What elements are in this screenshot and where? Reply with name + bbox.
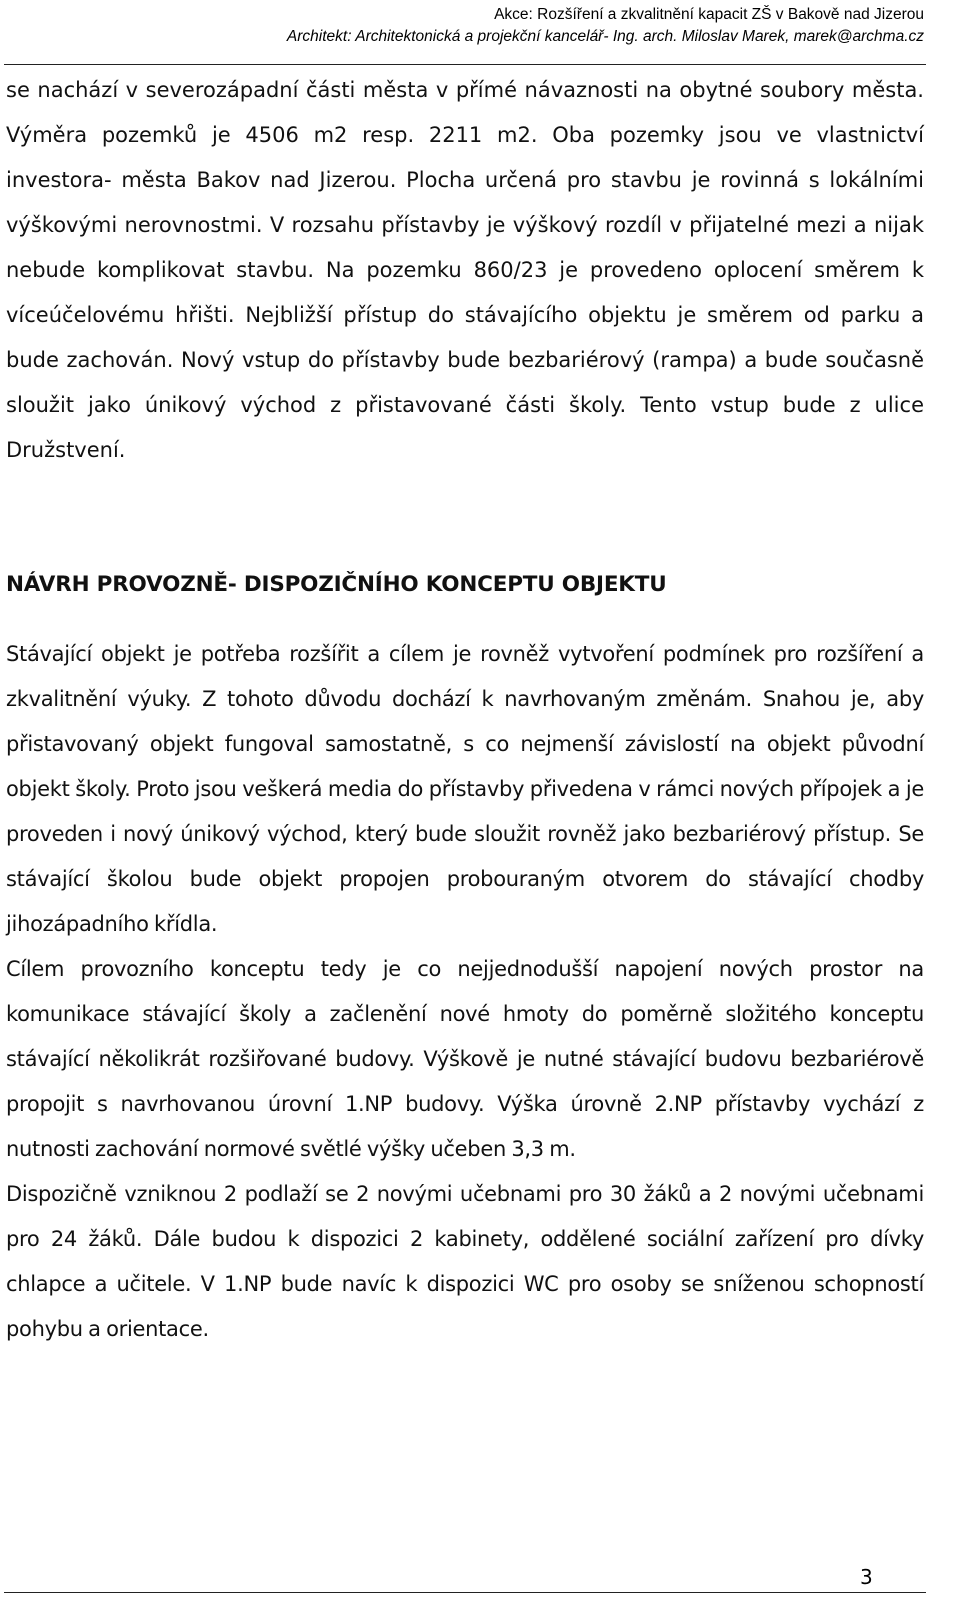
section-paragraph-3: Dispozičně vzniknou 2 podlaží se 2 novými učebnami pro 30 žáků a 2 novými učebnami pro 24 žáků. Dále budou k dispozici 2 kabinety, oddělené sociální zařízení pro dívky chlapce a učitele. V 1.NP bude navíc k dispozici WC pro osoby se sníženou schopností pohybu a orientace. [6,1182,924,1341]
section-heading: NÁVRH PROVOZNĚ- DISPOZIČNÍHO KONCEPTU OBJEKTU [6,572,667,597]
architect-line: Architekt: Architektonická a projekční kancelář- Ing. arch. Miloslav Marek, marek@archma.cz [286,28,924,45]
footer-divider [4,1592,926,1593]
page-header [287,4,924,48]
section-body [6,632,924,1352]
section-paragraph-1: Stávající objekt je potřeba rozšířit a cílem je rovněž vytvoření podmínek pro rozšíření a zkvalitnění výuky. Z tohoto důvodu dochází k navrhovaným změnám. Snahou je, aby přistavovaný objekt fungoval samostatně, s co nejmenší závislostí na objekt původní objekt školy. Proto jsou veškerá media do přístavby přivedena v rámci nových přípojek a je proveden i nový únikový východ, který bude sloužit rovněž jako bezbariérový přístup. Se stávající školou bude objekt propojen probouraným otvorem do stávající chodby jihozápadního křídla. [6,642,924,936]
header-divider [4,64,926,65]
project-title: Akce: Rozšíření a zkvalitnění kapacit ZŠ v Bakově nad Jizerou [494,6,924,23]
document-body [6,68,924,1341]
page-number: 3 [860,1565,873,1589]
intro-paragraph: se nachází v severozápadní části města v přímé návaznosti na obytné soubory města. Výměra pozemků je 4506 m2 resp. 2211 m2. Oba pozemky jsou ve vlastnictví investora- města Bakov nad Jizerou. Plocha určená pro stavbu je rovinná s lokálními výškovými nerovnostmi. V rozsahu přístavby je výškový rozdíl v přijatelné mezi a nijak nebude komplikovat stavbu. Na pozemku 860/23 je provedeno oplocení směrem k víceúčelovému hřišti. Nejbližší přístup do stávajícího objektu je směrem od parku a bude zachován. Nový vstup do přístavby bude bezbariérový (rampa) a bude současně sloužit jako únikový východ z přistavované části školy. Tento vstup bude z ulice Družstvení. [6,78,924,462]
section-paragraph-2: Cílem provozního konceptu tedy je co nejjednodušší napojení nových prostor na komunikace stávající školy a začlenění nové hmoty do poměrně složitého konceptu stávající několikrát rozšiřované budovy. Výškově je nutné stávající budovu bezbariérově propojit s navrhovanou úrovní 1.NP budovy. Výška úrovně 2.NP přístavby vychází z nutnosti zachování normové světlé výšky učeben 3,3 m. [6,957,924,1161]
